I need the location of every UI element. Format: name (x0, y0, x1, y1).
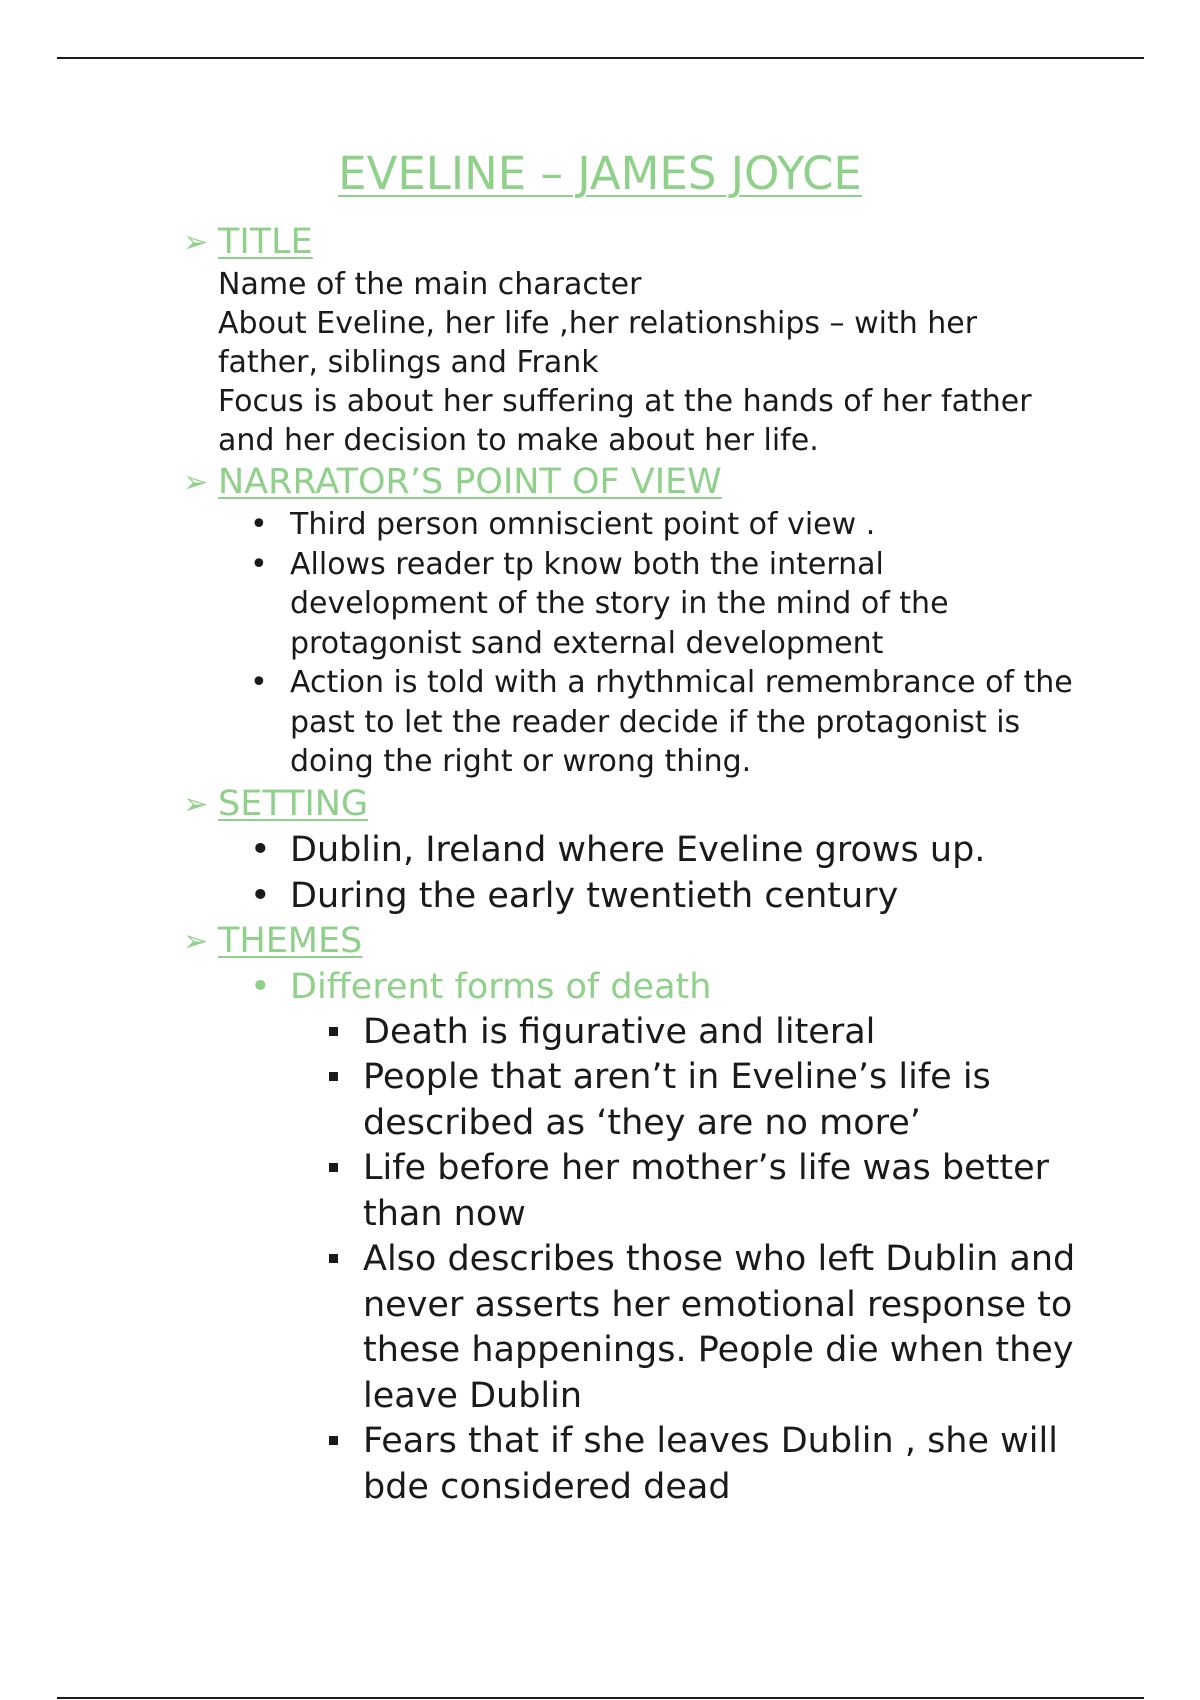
list-item (250, 827, 1083, 873)
bullet-list (183, 505, 1083, 782)
bullet-dot-icon: • (250, 829, 271, 870)
footer-rule (57, 1697, 1144, 1699)
section-heading-narrator-pov (183, 460, 1083, 505)
bullet-dot-icon: • (250, 875, 271, 916)
list-item (363, 1055, 1083, 1146)
list-item-text: Life before her mother’s life was better than now (363, 1148, 1050, 1234)
section-heading-label: NARRATOR’S POINT OF VIEW (218, 462, 722, 502)
list-item (363, 1237, 1083, 1419)
list-item-text: Death is figurative and literal (363, 1011, 876, 1052)
square-bullet-icon (329, 1027, 338, 1036)
header-rule (57, 57, 1144, 59)
paragraph: Focus is about her suffering at the hands of her father and her decision to make about her life. (218, 384, 1032, 458)
list-item (363, 1419, 1083, 1510)
square-bullet-icon (329, 1163, 338, 1172)
list-item-text: Fears that if she leaves Dublin , she will bde considered dead (363, 1421, 1058, 1507)
paragraph: Name of the main character (218, 267, 642, 302)
bullet-list (183, 827, 1083, 919)
document-body (183, 220, 1083, 1510)
bullet-dot-icon: • (250, 507, 268, 542)
list-item (250, 873, 1083, 919)
section-heading-label: TITLE (218, 222, 313, 262)
section-heading-title (183, 220, 1083, 265)
list-item (363, 1146, 1083, 1237)
arrow-bullet-icon: ➢ (183, 465, 209, 500)
list-item-text: Action is told with a rhythmical remembrance of the past to let the reader decide if the protagonist is doing the right or wrong thing. (290, 665, 1073, 779)
bullet-dot-icon: • (250, 966, 271, 1007)
section-heading-setting (183, 782, 1083, 827)
list-item (250, 505, 1083, 545)
list-item-text: During the early twentieth century (290, 875, 899, 916)
square-bullet-icon (329, 1254, 338, 1263)
section-heading-label: SETTING (218, 783, 369, 824)
list-item-text: People that aren’t in Eveline’s life is described as ‘they are no more’ (363, 1057, 991, 1143)
paragraph: About Eveline, her life ,her relationships – with her father, siblings and Frank (218, 306, 978, 380)
square-bullet-list (183, 1010, 1083, 1511)
list-item-text: Different forms of death (290, 966, 712, 1007)
document-title: EVELINE – JAMES JOYCE (338, 147, 862, 200)
bullet-dot-icon: • (250, 546, 268, 582)
list-item-text: Dublin, Ireland where Eveline grows up. (290, 829, 986, 870)
list-item-text: Allows reader tp know both the internal development of the story in the mind of the protagonist sand external development (290, 546, 949, 661)
arrow-bullet-icon: ➢ (183, 923, 209, 959)
bullet-list (183, 964, 1083, 1010)
square-bullet-icon (329, 1072, 338, 1081)
list-item-text: Also describes those who left Dublin and never asserts her emotional response to these happenings. People die when they leave Dublin (363, 1239, 1076, 1416)
list-item (363, 1010, 1083, 1056)
arrow-bullet-icon: ➢ (183, 225, 209, 260)
section-heading-themes (183, 919, 1083, 964)
square-bullet-icon (329, 1436, 338, 1445)
section-heading-label: THEMES (218, 920, 363, 961)
list-item-subheading (250, 964, 1083, 1010)
list-item (250, 663, 1083, 782)
list-item-text: Third person omniscient point of view . (290, 507, 876, 542)
bullet-dot-icon: • (250, 665, 268, 700)
arrow-bullet-icon: ➢ (183, 786, 209, 822)
list-item (250, 545, 1083, 664)
